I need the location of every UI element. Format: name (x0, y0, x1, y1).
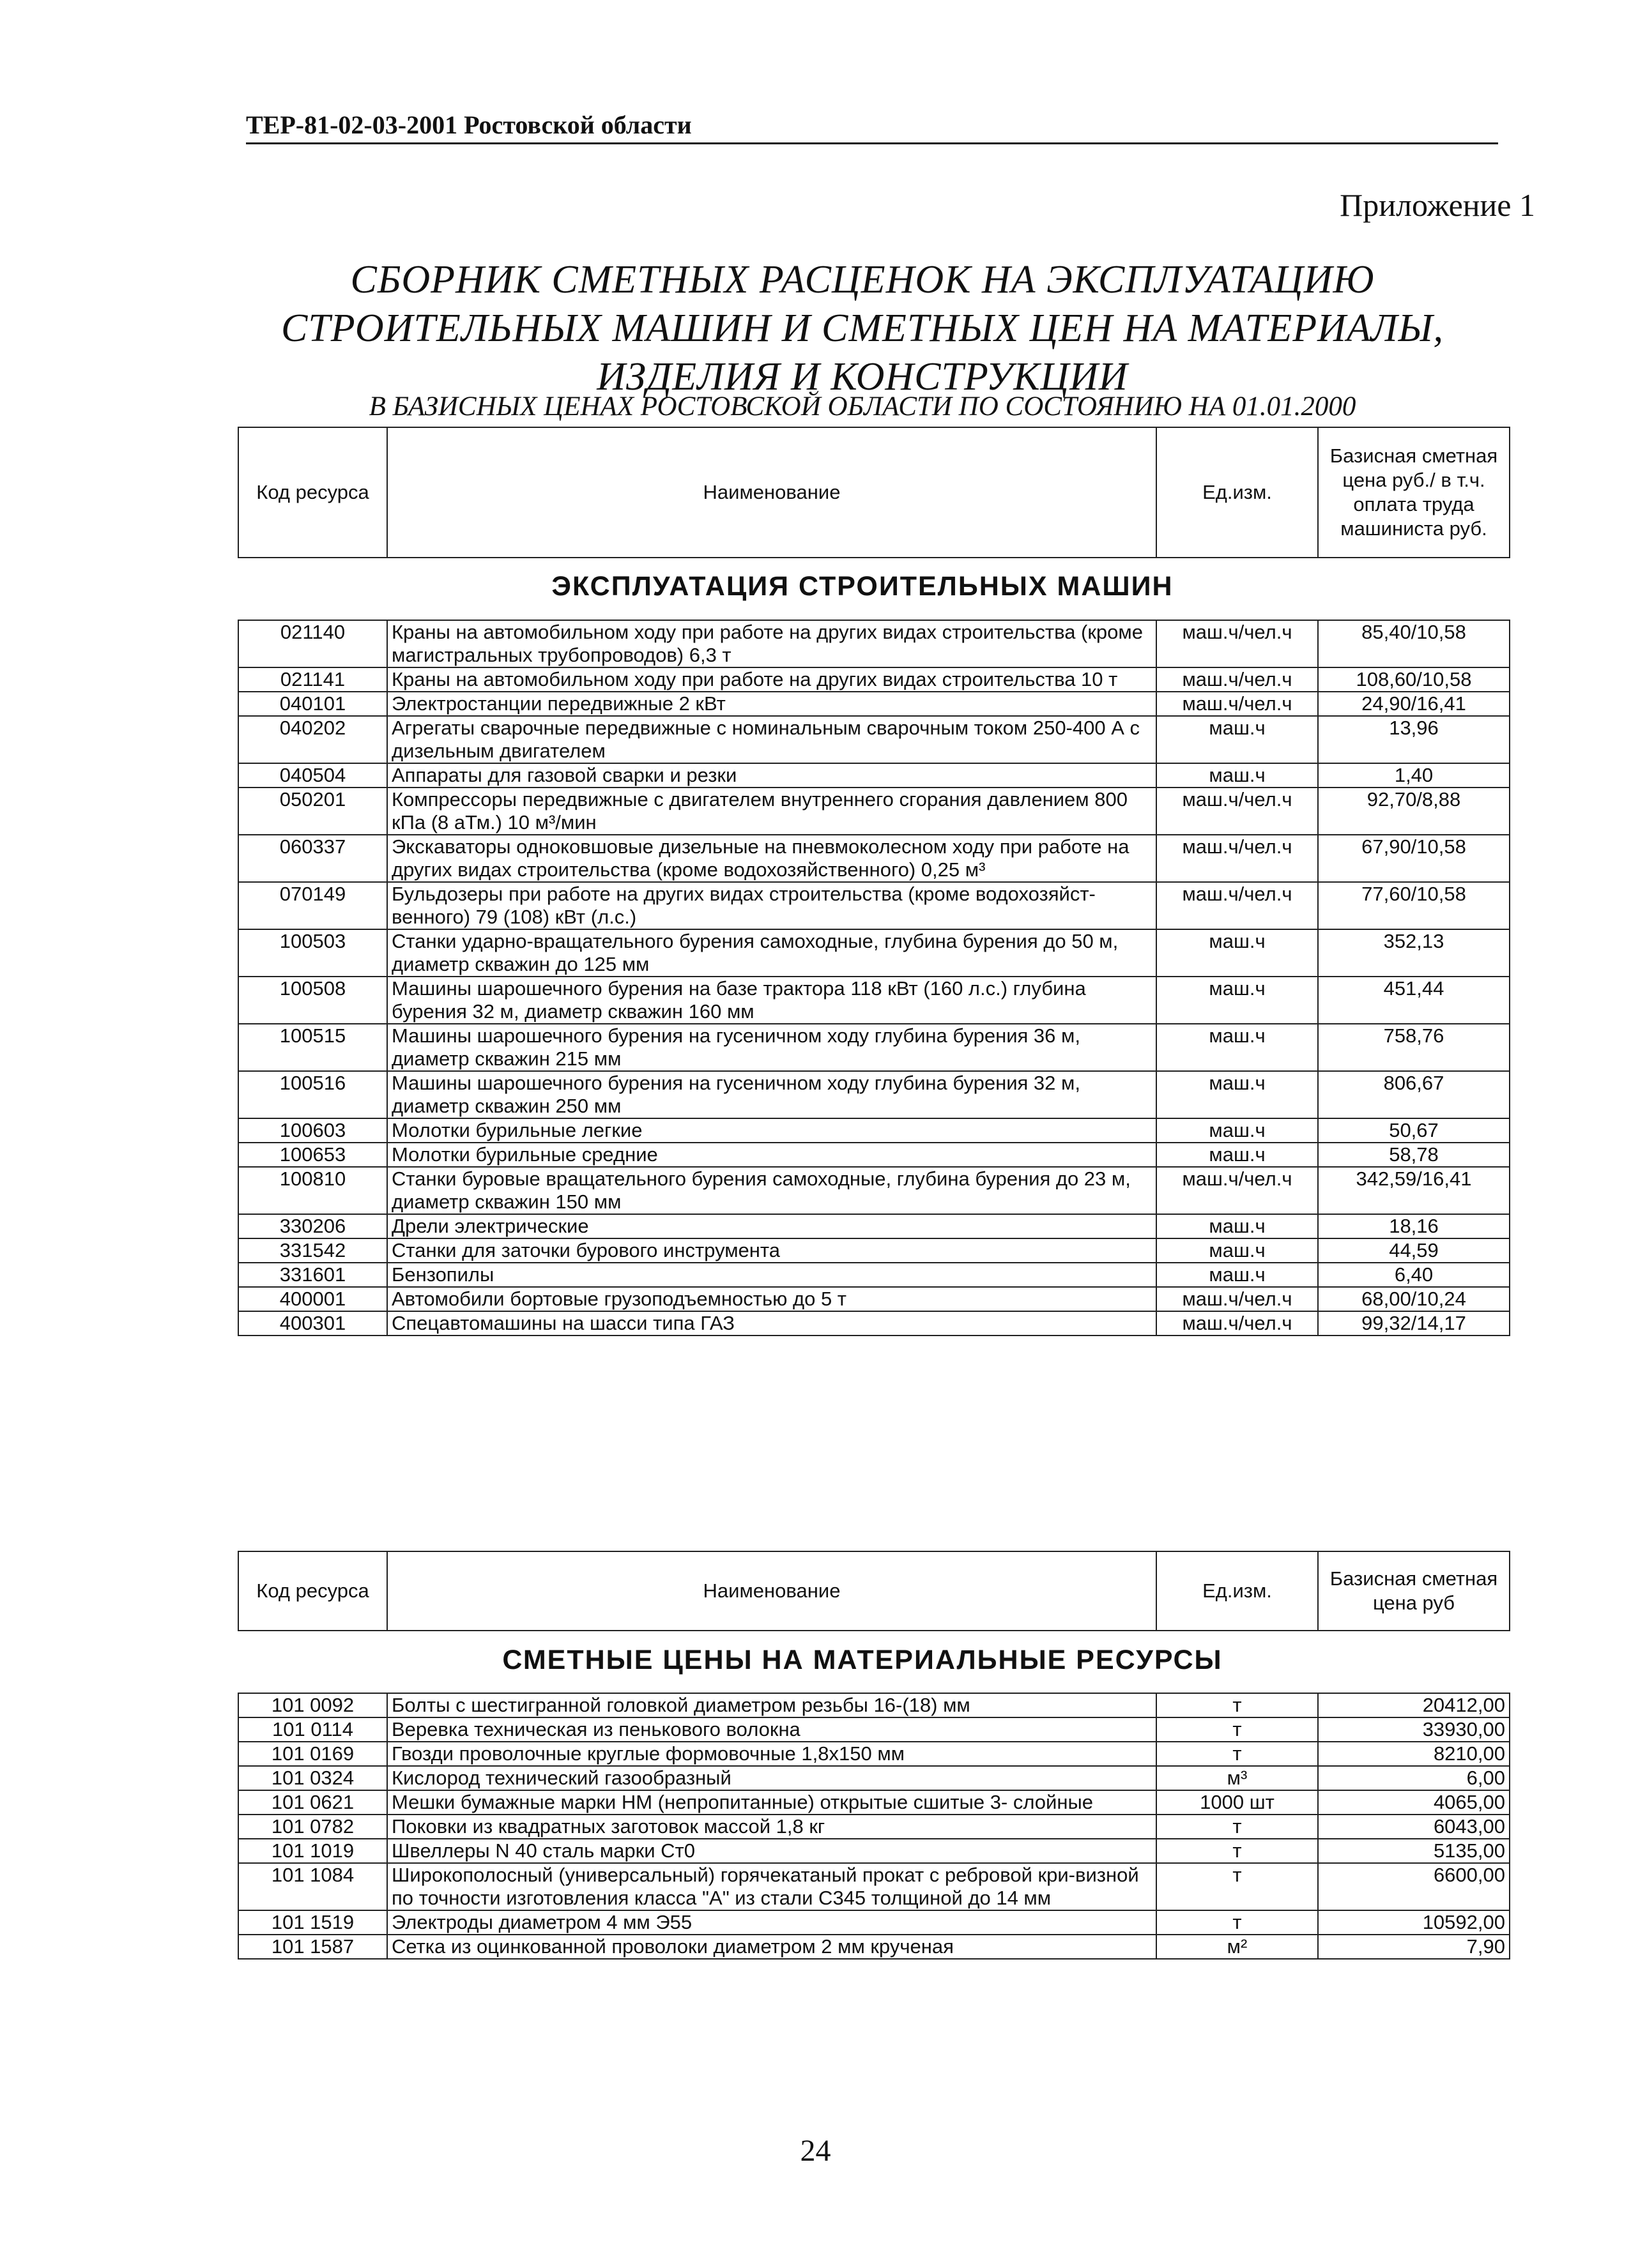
cell-unit: маш.ч/чел.ч (1156, 1287, 1318, 1311)
table-row (238, 1910, 1510, 1935)
cell-code: 070149 (238, 882, 387, 929)
cell-code: 331542 (238, 1238, 387, 1263)
cell-code: 050201 (238, 788, 387, 835)
cell-unit: м² (1156, 1935, 1318, 1959)
cell-unit: т (1156, 1815, 1318, 1839)
cell-name: Агрегаты сварочные передвижные с номинальным сварочным током 250-400 А с дизельным двигателем (387, 716, 1156, 763)
cell-price: 33930,00 (1318, 1717, 1510, 1742)
cell-code: 100603 (238, 1118, 387, 1143)
cell-code: 060337 (238, 835, 387, 882)
table-row (238, 1693, 1510, 1717)
cell-unit: маш.ч/чел.ч (1156, 788, 1318, 835)
cell-unit: маш.ч/чел.ч (1156, 882, 1318, 929)
page-number: 24 (800, 2134, 831, 2168)
cell-name: Машины шарошечного бурения на гусеничном ходу глубина бурения 32 м, диаметр скважин 250 мм (387, 1071, 1156, 1118)
cell-price: 99,32/14,17 (1318, 1311, 1510, 1336)
cell-code: 100516 (238, 1071, 387, 1118)
table-row (238, 667, 1510, 692)
cell-name: Веревка техническая из пенькового волокна (387, 1717, 1156, 1742)
materials-section-title: СМЕТНЫЕ ЦЕНЫ НА МАТЕРИАЛЬНЫЕ РЕСУРСЫ (502, 1645, 1223, 1675)
materials-header-table (238, 1551, 1510, 1631)
table-row (238, 882, 1510, 929)
cell-price: 92,70/8,88 (1318, 788, 1510, 835)
cell-name: Компрессоры передвижные с двигателем внутреннего сгорания давлением 800 кПа (8 аТм.) 10 м³/мин (387, 788, 1156, 835)
cell-name: Аппараты для газовой сварки и резки (387, 763, 1156, 788)
cell-unit: маш.ч/чел.ч (1156, 835, 1318, 882)
cell-price: 451,44 (1318, 977, 1510, 1024)
document-title (192, 255, 1533, 401)
table-row (238, 1815, 1510, 1839)
cell-name: Станки для заточки бурового инструмента (387, 1238, 1156, 1263)
cell-code: 101 0621 (238, 1790, 387, 1815)
cell-name: Сетка из оцинкованной проволоки диаметром 2 мм крученая (387, 1935, 1156, 1959)
header-name: Наименование (387, 1551, 1156, 1631)
cell-code: 101 0114 (238, 1717, 387, 1742)
cell-code: 040202 (238, 716, 387, 763)
cell-name: Бензопилы (387, 1263, 1156, 1287)
table-row (238, 716, 1510, 763)
cell-name: Электроды диаметром 4 мм Э55 (387, 1910, 1156, 1935)
appendix-label: Приложение 1 (1340, 187, 1535, 223)
cell-price: 758,76 (1318, 1024, 1510, 1071)
header-code: Код ресурса (238, 427, 387, 558)
cell-price: 342,59/16,41 (1318, 1167, 1510, 1214)
title-line: СБОРНИК СМЕТНЫХ РАСЦЕНОК НА ЭКСПЛУАТАЦИЮ (350, 258, 1375, 301)
cell-price: 108,60/10,58 (1318, 667, 1510, 692)
header-unit: Ед.изм. (1156, 427, 1318, 558)
cell-price: 7,90 (1318, 1935, 1510, 1959)
cell-name: Молотки бурильные средние (387, 1143, 1156, 1167)
table-row (238, 1790, 1510, 1815)
cell-code: 100503 (238, 929, 387, 977)
cell-unit: маш.ч (1156, 1238, 1318, 1263)
cell-name: Электростанции передвижные 2 кВт (387, 692, 1156, 716)
cell-name: Бульдозеры при работе на других видах строительства (кроме водохозяйст-венного) 79 (108) кВт (л.с.) (387, 882, 1156, 929)
cell-unit: маш.ч/чел.ч (1156, 1311, 1318, 1336)
header-price: Базисная сметная цена руб./ в т.ч. оплата труда машиниста руб. (1318, 427, 1510, 558)
table-row (238, 692, 1510, 716)
table-row (238, 1263, 1510, 1287)
cell-unit: т (1156, 1910, 1318, 1935)
cell-name: Молотки бурильные легкие (387, 1118, 1156, 1143)
cell-name: Швеллеры N 40 сталь марки Ст0 (387, 1839, 1156, 1863)
cell-code: 021141 (238, 667, 387, 692)
cell-name: Краны на автомобильном ходу при работе на других видах строительства 10 т (387, 667, 1156, 692)
table-row (238, 1024, 1510, 1071)
machines-table (238, 620, 1510, 1336)
cell-code: 040101 (238, 692, 387, 716)
cell-price: 85,40/10,58 (1318, 620, 1510, 667)
cell-code: 101 1084 (238, 1863, 387, 1910)
cell-name: Дрели электрические (387, 1214, 1156, 1238)
table-row (238, 1863, 1510, 1910)
cell-name: Станки буровые вращательного бурения самоходные, глубина бурения до 23 м, диаметр скважин 150 мм (387, 1167, 1156, 1214)
cell-price: 6,00 (1318, 1766, 1510, 1790)
cell-unit: маш.ч/чел.ч (1156, 620, 1318, 667)
cell-unit: маш.ч/чел.ч (1156, 692, 1318, 716)
cell-price: 68,00/10,24 (1318, 1287, 1510, 1311)
cell-price: 1,40 (1318, 763, 1510, 788)
table-row (238, 620, 1510, 667)
header-code: Код ресурса (238, 1551, 387, 1631)
cell-name: Мешки бумажные марки НМ (непропитанные) открытые сшитые 3- слойные (387, 1790, 1156, 1815)
cell-name: Краны на автомобильном ходу при работе на других видах строительства (кроме магистральных трубопроводов) 6,3 т (387, 620, 1156, 667)
cell-price: 67,90/10,58 (1318, 835, 1510, 882)
cell-unit: маш.ч (1156, 1263, 1318, 1287)
cell-unit: маш.ч (1156, 929, 1318, 977)
header-price: Базисная сметная цена руб (1318, 1551, 1510, 1631)
table-row (238, 1935, 1510, 1959)
cell-unit: т (1156, 1717, 1318, 1742)
cell-name: Машины шарошечного бурения на базе трактора 118 кВт (160 л.с.) глубина бурения 32 м, диаметр скважин 160 мм (387, 977, 1156, 1024)
table-row (238, 977, 1510, 1024)
cell-code: 100515 (238, 1024, 387, 1071)
cell-price: 20412,00 (1318, 1693, 1510, 1717)
cell-code: 330206 (238, 1214, 387, 1238)
cell-price: 352,13 (1318, 929, 1510, 977)
cell-price: 44,59 (1318, 1238, 1510, 1263)
table-row (238, 1118, 1510, 1143)
header-unit: Ед.изм. (1156, 1551, 1318, 1631)
cell-name: Гвозди проволочные круглые формовочные 1,8х150 мм (387, 1742, 1156, 1766)
cell-name: Широкополосный (универсальный) горячекатаный прокат с ребровой кри-визной по точности изготовления класса "А" из стали С345 толщиной до 14 мм (387, 1863, 1156, 1910)
table-row (238, 835, 1510, 882)
cell-code: 400301 (238, 1311, 387, 1336)
cell-code: 100810 (238, 1167, 387, 1214)
table-row (238, 1167, 1510, 1214)
cell-price: 6043,00 (1318, 1815, 1510, 1839)
running-head: ТЕР-81-02-03-2001 Ростовской области (246, 110, 1498, 144)
cell-unit: т (1156, 1863, 1318, 1910)
document-subtitle: В БАЗИСНЫХ ЦЕНАХ РОСТОВСКОЙ ОБЛАСТИ ПО СОСТОЯНИЮ НА 01.01.2000 (369, 392, 1356, 422)
header-name: Наименование (387, 427, 1156, 558)
table-row (238, 1717, 1510, 1742)
cell-name: Кислород технический газообразный (387, 1766, 1156, 1790)
cell-code: 101 1519 (238, 1910, 387, 1935)
cell-unit: 1000 шт (1156, 1790, 1318, 1815)
cell-name: Станки ударно-вращательного бурения самоходные, глубина бурения до 50 м, диаметр скважин до 125 мм (387, 929, 1156, 977)
cell-name: Автомобили бортовые грузоподъемностью до 5 т (387, 1287, 1156, 1311)
table-row (238, 1839, 1510, 1863)
cell-unit: маш.ч (1156, 977, 1318, 1024)
cell-code: 101 0092 (238, 1693, 387, 1717)
cell-code: 100508 (238, 977, 387, 1024)
cell-code: 100653 (238, 1143, 387, 1167)
cell-price: 58,78 (1318, 1143, 1510, 1167)
table-row (238, 1766, 1510, 1790)
title-line: СТРОИТЕЛЬНЫХ МАШИН И СМЕТНЫХ ЦЕН НА МАТЕРИАЛЫ, (280, 307, 1444, 350)
cell-price: 10592,00 (1318, 1910, 1510, 1935)
cell-price: 5135,00 (1318, 1839, 1510, 1863)
cell-unit: маш.ч (1156, 1143, 1318, 1167)
cell-code: 101 0169 (238, 1742, 387, 1766)
table-row (238, 763, 1510, 788)
cell-unit: маш.ч (1156, 763, 1318, 788)
cell-price: 6,40 (1318, 1263, 1510, 1287)
cell-name: Поковки из квадратных заготовок массой 1,8 кг (387, 1815, 1156, 1839)
cell-code: 101 0782 (238, 1815, 387, 1839)
cell-code: 040504 (238, 763, 387, 788)
table-row (238, 788, 1510, 835)
cell-price: 6600,00 (1318, 1863, 1510, 1910)
table-row (238, 1214, 1510, 1238)
cell-unit: т (1156, 1839, 1318, 1863)
cell-unit: маш.ч (1156, 1024, 1318, 1071)
title-line: ИЗДЕЛИЯ И КОНСТРУКЦИИ (597, 355, 1128, 399)
cell-price: 18,16 (1318, 1214, 1510, 1238)
cell-unit: маш.ч/чел.ч (1156, 667, 1318, 692)
cell-price: 806,67 (1318, 1071, 1510, 1118)
cell-price: 77,60/10,58 (1318, 882, 1510, 929)
cell-price: 13,96 (1318, 716, 1510, 763)
cell-code: 101 1587 (238, 1935, 387, 1959)
cell-unit: м³ (1156, 1766, 1318, 1790)
cell-price: 4065,00 (1318, 1790, 1510, 1815)
cell-unit: маш.ч (1156, 1071, 1318, 1118)
cell-price: 24,90/16,41 (1318, 692, 1510, 716)
cell-price: 8210,00 (1318, 1742, 1510, 1766)
cell-name: Болты с шестигранной головкой диаметром резьбы 16-(18) мм (387, 1693, 1156, 1717)
cell-unit: маш.ч/чел.ч (1156, 1167, 1318, 1214)
cell-code: 101 1019 (238, 1839, 387, 1863)
cell-code: 331601 (238, 1263, 387, 1287)
cell-name: Спецавтомашины на шасси типа ГАЗ (387, 1311, 1156, 1336)
table-row (238, 1311, 1510, 1336)
cell-name: Машины шарошечного бурения на гусеничном ходу глубина бурения 36 м, диаметр скважин 215 мм (387, 1024, 1156, 1071)
cell-code: 021140 (238, 620, 387, 667)
cell-unit: маш.ч (1156, 1214, 1318, 1238)
cell-code: 400001 (238, 1287, 387, 1311)
cell-unit: т (1156, 1742, 1318, 1766)
cell-unit: маш.ч (1156, 1118, 1318, 1143)
machines-header-table (238, 427, 1510, 558)
table-row (238, 929, 1510, 977)
table-row (238, 1143, 1510, 1167)
cell-code: 101 0324 (238, 1766, 387, 1790)
table-row (238, 1742, 1510, 1766)
cell-price: 50,67 (1318, 1118, 1510, 1143)
cell-unit: т (1156, 1693, 1318, 1717)
table-row (238, 1287, 1510, 1311)
cell-name: Экскаваторы одноковшовые дизельные на пневмоколесном ходу при работе на других видах строительства (кроме водохозяйственного) 0,25 м³ (387, 835, 1156, 882)
table-row (238, 1071, 1510, 1118)
table-row (238, 1238, 1510, 1263)
cell-unit: маш.ч (1156, 716, 1318, 763)
materials-table (238, 1693, 1510, 1960)
machines-section-title: ЭКСПЛУАТАЦИЯ СТРОИТЕЛЬНЫХ МАШИН (551, 571, 1174, 602)
